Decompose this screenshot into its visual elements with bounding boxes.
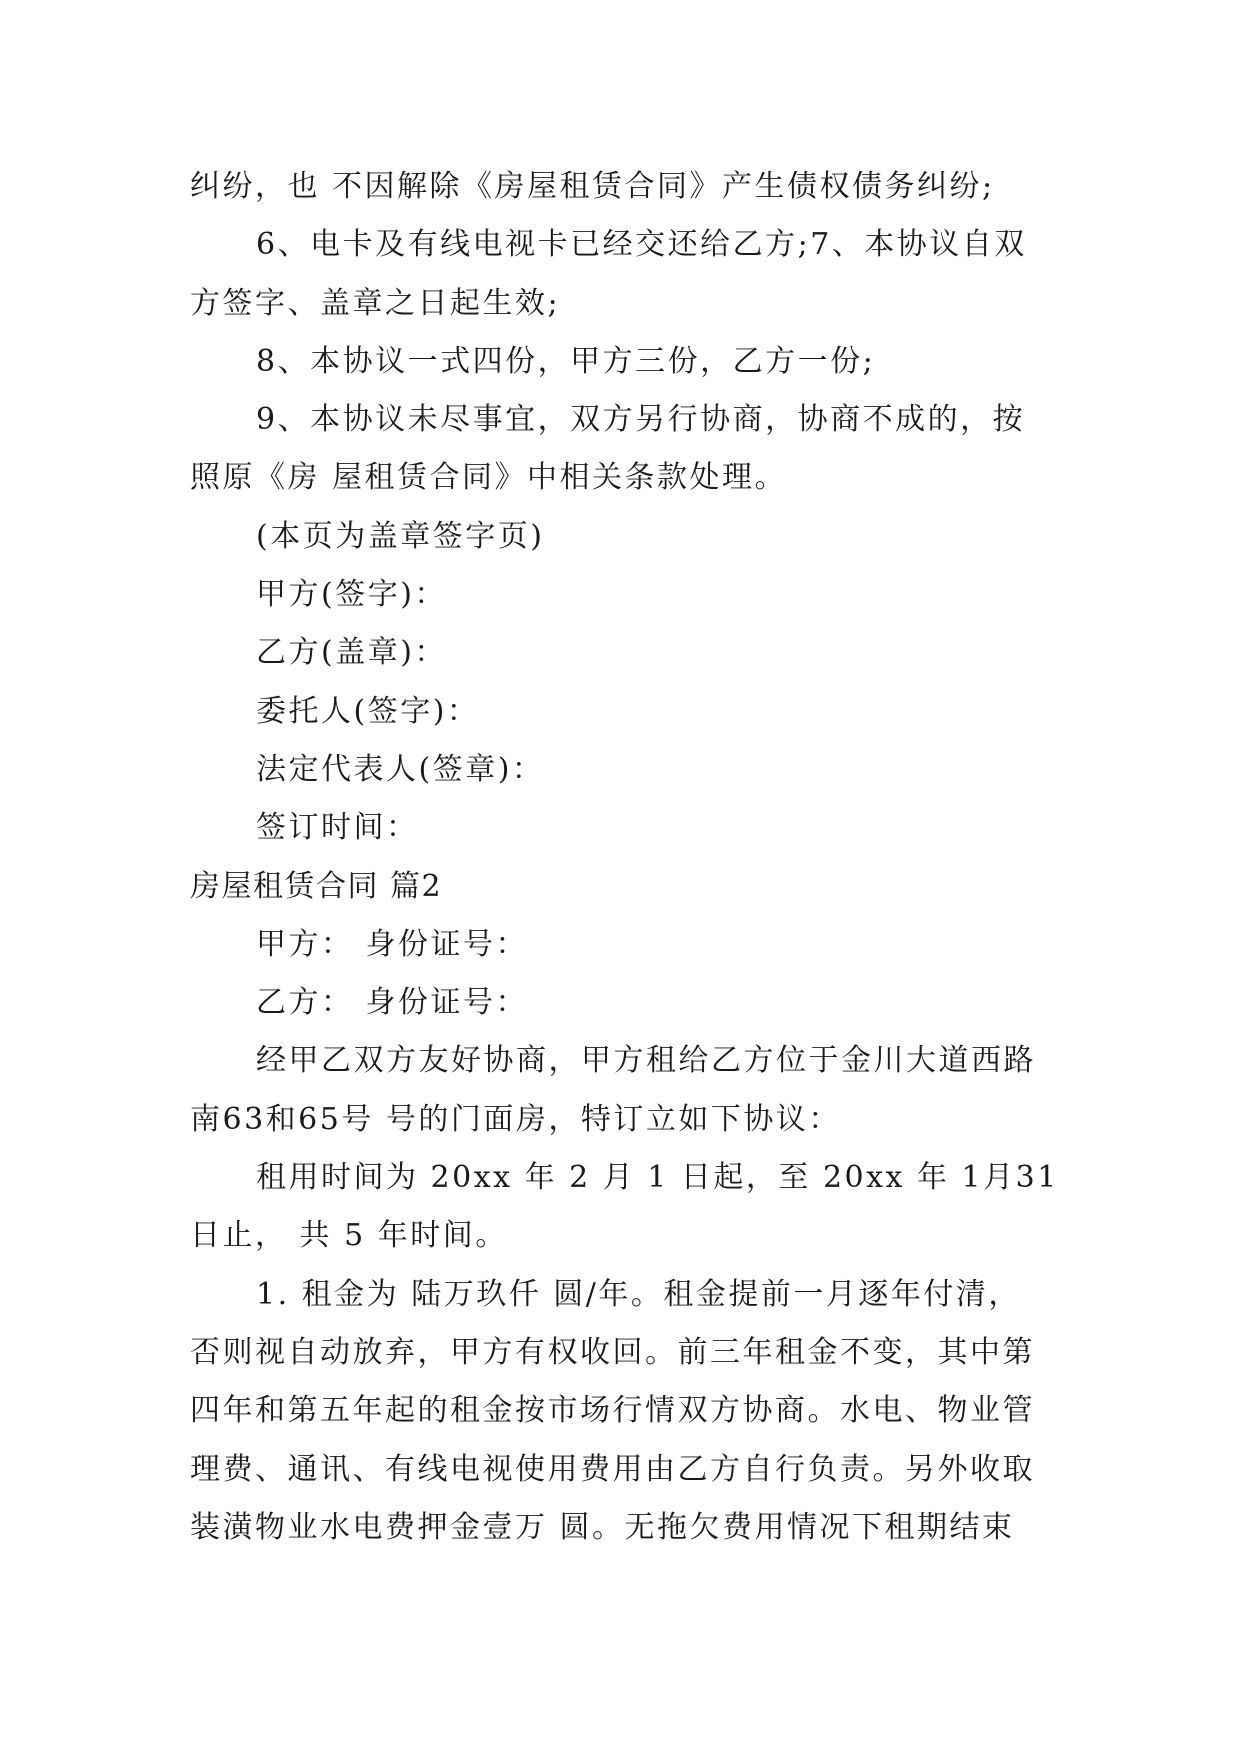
text-line: 8、本协议一式四份，甲方三份，乙方一份;: [256, 343, 876, 379]
text-line: 装潢物业水电费押金壹万 圆。无拖欠费用情况下租期结束: [190, 1509, 1015, 1545]
text-line: 四年和第五年起的租金按市场行情双方协商。水电、物业管: [190, 1393, 1035, 1429]
text-line: 否则视自动放弃，甲方有权收回。前三年租金不变，其中第: [190, 1334, 1035, 1370]
text-line: (本页为盖章签字页): [256, 518, 545, 554]
text-line: 照原《房 屋租赁合同》中相关条款处理。: [190, 460, 788, 496]
signature-field-party-a: 甲方(签字)：: [256, 577, 447, 613]
text-line: 9、本协议未尽事宜，双方另行协商，协商不成的，按: [256, 402, 1026, 438]
signing-date-field: 签订时间：: [256, 810, 419, 846]
party-b-id-field: 乙方： 身份证号：: [256, 985, 529, 1021]
text-line: 1. 租金为 陆万玖仟 圆/年。租金提前一月逐年付清，: [256, 1276, 1021, 1312]
signature-field-legal-rep: 法定代表人(签章)：: [256, 751, 545, 787]
party-a-id-field: 甲方： 身份证号：: [256, 926, 529, 962]
text-line: 日止， 共 5 年时间。: [190, 1218, 508, 1254]
text-line: 理费、通讯、有线电视使用费用由乙方自行负责。另外收取: [190, 1451, 1035, 1487]
text-line: 南63和65号 号的门面房，特订立如下协议：: [190, 1101, 841, 1137]
text-line: 经甲乙双方友好协商，甲方租给乙方位于金川大道西路: [256, 1043, 1036, 1079]
text-line: 6、电卡及有线电视卡已经交还给乙方;7、本协议自双: [256, 227, 1027, 263]
text-line: 租用时间为 20xx 年 2 月 1 日起，至 20xx 年 1月31: [256, 1160, 1059, 1196]
signature-field-agent: 委托人(签字)：: [256, 693, 480, 729]
document-body: [190, 158, 1062, 1557]
section-heading: 房屋租赁合同 篇2: [190, 868, 443, 904]
signature-field-party-b: 乙方(盖章)：: [256, 635, 447, 671]
text-line: 纠纷，也 不因解除《房屋租赁合同》产生债权债务纠纷;: [190, 169, 995, 204]
text-line: 方签字、盖章之日起生效;: [190, 285, 561, 321]
